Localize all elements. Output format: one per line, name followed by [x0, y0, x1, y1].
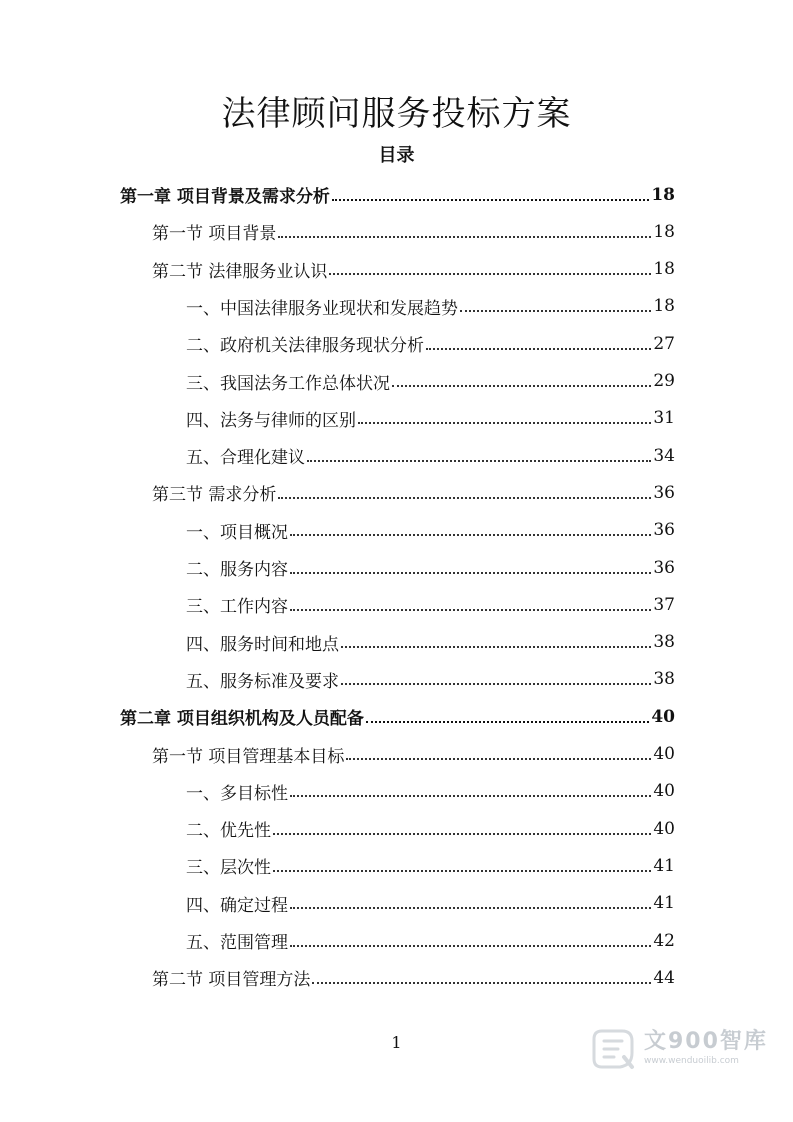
toc-entry[interactable]	[186, 325, 675, 362]
toc-dot-leader	[273, 833, 651, 835]
toc-dot-leader	[426, 348, 651, 350]
toc-entry-page-number: 29	[653, 371, 675, 391]
toc-entry-label: 第二节 项目管理方法	[152, 970, 311, 991]
toc-entry-label: 四、法务与律师的区别	[186, 410, 356, 431]
toc-entry-label: 一、多目标性	[186, 783, 288, 804]
toc-entry[interactable]	[152, 959, 675, 996]
watermark-name: 文900智库	[644, 1029, 768, 1054]
toc-entry[interactable]	[186, 922, 675, 959]
toc-entry-page-number: 37	[653, 594, 675, 615]
toc-entry-page-number: 36	[653, 557, 675, 578]
toc-entry-label: 五、合理化建议	[186, 448, 305, 469]
toc-entry[interactable]	[120, 176, 675, 213]
toc-entry-page-number: 31	[653, 408, 675, 429]
watermark-logo-icon	[588, 1023, 638, 1073]
toc-entry[interactable]	[152, 474, 675, 511]
toc-entry[interactable]	[186, 847, 675, 884]
toc-entry-label: 五、范围管理	[186, 933, 288, 953]
toc-dot-leader	[460, 310, 651, 312]
toc-entry[interactable]	[186, 586, 675, 623]
toc-entry-page-number: 18	[653, 296, 675, 317]
toc-entry-label: 一、项目概况	[186, 522, 288, 543]
toc-entry-label: 三、层次性	[186, 858, 271, 879]
toc-dot-leader	[290, 795, 651, 797]
toc-entry-label: 第二章 项目组织机构及人员配备	[120, 709, 364, 730]
toc-dot-leader	[290, 534, 651, 536]
toc-entry-page-number: 36	[653, 520, 675, 541]
toc-entry-page-number: 18	[651, 184, 675, 205]
toc-entry-page-number: 27	[653, 333, 675, 354]
toc-dot-leader	[290, 907, 651, 909]
toc-entry-label: 三、我国法务工作总体状况	[186, 373, 390, 394]
toc-heading: 目录	[378, 145, 415, 166]
toc-dot-leader	[290, 572, 651, 574]
toc-dot-leader	[341, 683, 651, 685]
toc-entry[interactable]	[186, 437, 675, 474]
toc-entry-label: 二、优先性	[186, 821, 271, 842]
toc-entry[interactable]	[186, 363, 675, 400]
toc-dot-leader	[273, 870, 651, 872]
toc-entry-page-number: 41	[653, 855, 675, 876]
toc-entry-page-number: 44	[653, 967, 675, 988]
toc-entry-label: 第三节 需求分析	[152, 485, 277, 506]
toc-entry-page-number: 40	[651, 706, 675, 727]
toc-entry-page-number: 38	[653, 669, 675, 690]
toc-dot-leader	[332, 199, 649, 201]
toc-entry-page-number: 40	[653, 818, 675, 839]
toc-entry-label: 第一章 项目背景及需求分析	[120, 187, 330, 207]
toc-entry-page-number: 34	[653, 445, 675, 466]
toc-entry-label: 二、服务内容	[186, 560, 288, 580]
toc-entry[interactable]	[152, 213, 675, 250]
toc-dot-leader	[329, 273, 651, 275]
toc-dot-leader	[358, 422, 651, 424]
toc-dot-leader	[392, 385, 651, 387]
toc-entry[interactable]	[186, 661, 675, 698]
watermark-url: www.wenduoilib.com	[644, 1056, 739, 1066]
toc-entry-label: 五、服务标准及要求	[186, 671, 339, 692]
toc-entry[interactable]	[186, 288, 675, 325]
toc-entry[interactable]	[186, 549, 675, 586]
page-number: 1	[391, 1033, 402, 1052]
toc-entry-label: 四、服务时间和地点	[186, 634, 339, 655]
toc-entry-page-number: 41	[653, 893, 675, 914]
toc-dot-leader	[312, 982, 651, 984]
toc-entry-page-number: 18	[653, 259, 675, 280]
toc-dot-leader	[278, 497, 651, 499]
toc-entry[interactable]	[186, 810, 675, 847]
toc-entry-page-number: 40	[653, 744, 675, 764]
toc-entry[interactable]	[120, 698, 675, 735]
toc-entry[interactable]	[152, 736, 675, 773]
toc-dot-leader	[307, 460, 651, 462]
toc-entry[interactable]	[186, 512, 675, 549]
toc-entry-page-number: 42	[653, 930, 675, 951]
toc-entry-page-number: 40	[653, 781, 675, 802]
toc-entry-page-number: 36	[653, 482, 675, 503]
toc-entry-page-number: 38	[653, 632, 675, 653]
toc-entry-page-number: 18	[653, 221, 675, 242]
toc-entry[interactable]	[186, 400, 675, 437]
toc-dot-leader	[341, 646, 651, 648]
document-title: 法律顾问服务投标方案	[221, 94, 572, 134]
toc-entry-label: 第一节 项目管理基本目标	[152, 746, 345, 767]
watermark	[588, 1020, 778, 1076]
toc-entry-label: 三、工作内容	[186, 597, 288, 618]
toc-entry[interactable]	[186, 885, 675, 922]
toc-entry[interactable]	[152, 251, 675, 288]
toc-entry[interactable]	[186, 773, 675, 810]
toc-dot-leader	[366, 721, 649, 723]
toc-entry-label: 一、中国法律服务业现状和发展趋势	[186, 298, 458, 319]
toc-entry-label: 二、政府机关法律服务现状分析	[186, 336, 424, 357]
toc-dot-leader	[290, 945, 651, 947]
toc-dot-leader	[278, 236, 651, 238]
toc-dot-leader	[290, 609, 651, 611]
toc-entry-label: 四、确定过程	[186, 895, 288, 916]
toc-entry[interactable]	[186, 624, 675, 661]
toc-entry-label: 第二节 法律服务业认识	[152, 261, 328, 282]
toc-dot-leader	[346, 758, 651, 760]
toc-entry-label: 第一节 项目背景	[152, 224, 277, 245]
